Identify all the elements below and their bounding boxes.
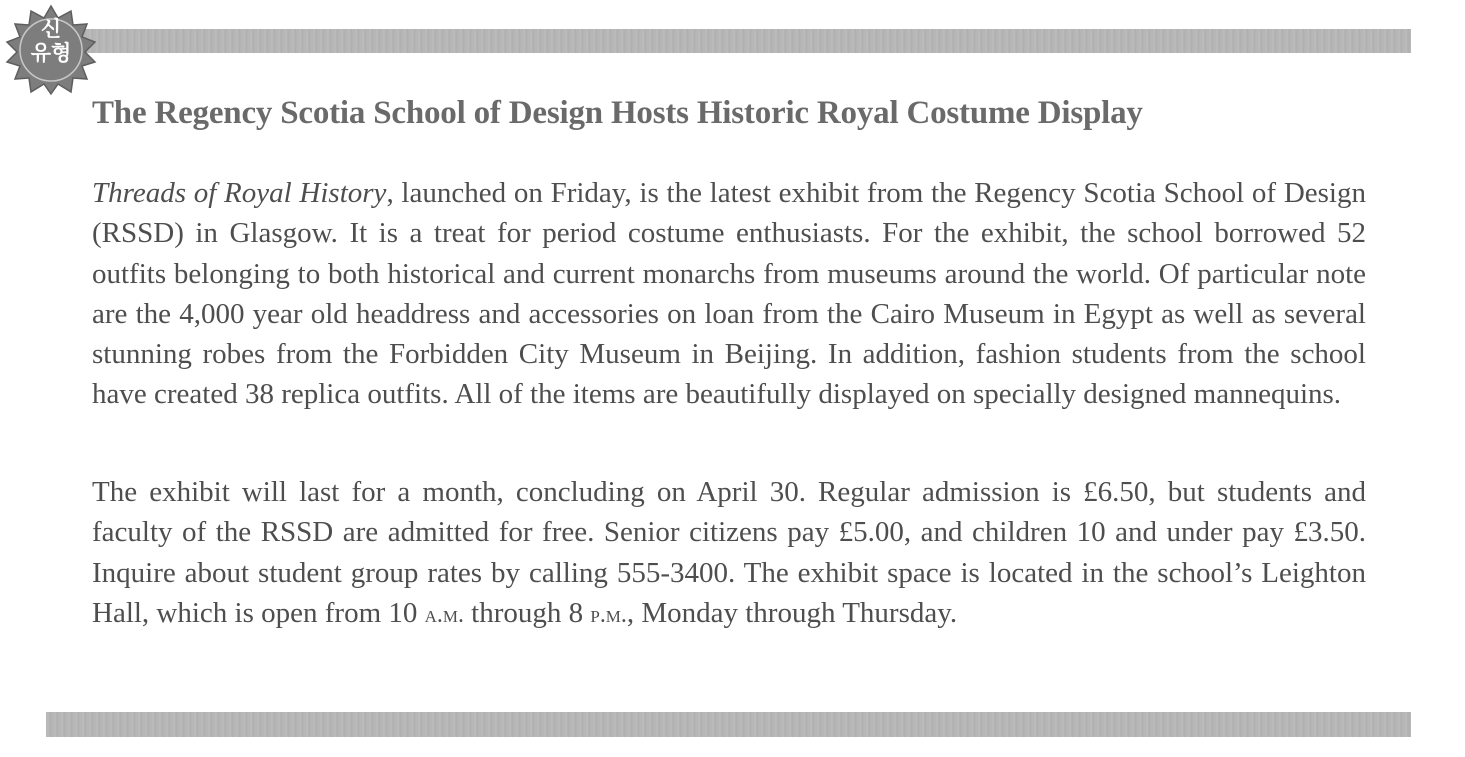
article-paragraph-1 [92, 173, 1366, 415]
article-title: The Regency Scotia School of Design Hosts Historic Royal Costume Display [92, 95, 1143, 131]
bottom-decorative-bar [46, 712, 1411, 737]
paragraph-2-text-part2: through 8 [463, 596, 591, 629]
new-type-badge [5, 4, 97, 96]
badge-line-2: 유형 [30, 41, 72, 65]
paragraph-1-text: , launched on Friday, is the latest exhibit from the Regency Scotia School of Design (RSSD) in Glasgow. It is a treat for period costume enthusiasts. For the exhibit, the school borrowed 52 outfits belonging to both historical and current monarchs from museums around the world. Of particular note are the 4,000 year old headdress and accessories on loan from the Cairo Museum in Egypt as well as several stunning robes from the Forbidden City Museum in Beijing. In addition, fashion students from the school have created 38 replica outfits. All of the items are beautifully displayed on specially designed mannequins. [92, 177, 1366, 411]
badge-line-1: 신 [40, 17, 62, 41]
exhibit-name-italic: Threads of Royal History [92, 177, 387, 209]
article-paragraph-2 [92, 472, 1366, 635]
time-pm-label: p.m. [590, 601, 627, 628]
paragraph-2-text-part1: The exhibit will last for a month, concluding on April 30. Regular admission is £6.50, but students and faculty of the RSSD are admitted for free. Senior citizens pay £5.00, and children 10 and under pay £3.50. Inquire about student group rates by calling 555-3400. The exhibit space is located in the school’s Leighton Hall, which is open from 10 [92, 476, 1366, 629]
paragraph-2-text-part3: , Monday through Thursday. [626, 596, 958, 629]
top-decorative-bar [46, 29, 1411, 53]
time-am-label: a.m. [424, 601, 464, 628]
